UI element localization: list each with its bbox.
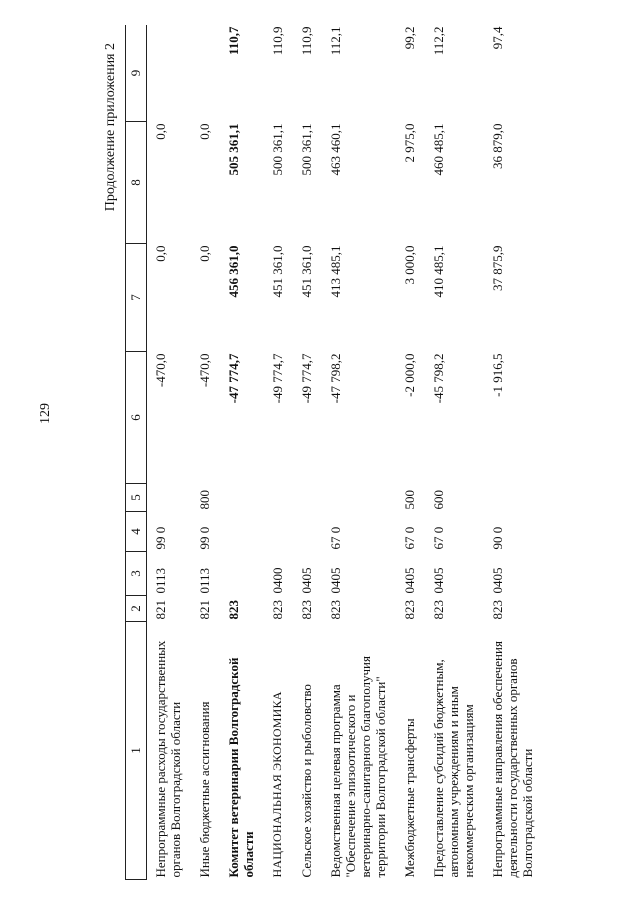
row-change-value: -2 000,0 <box>402 353 417 397</box>
row-target-code: 67 0 <box>402 526 417 550</box>
header-col-4: 4 <box>126 512 147 552</box>
header-col-5: 5 <box>126 484 147 512</box>
row-name: Ведомственная целевая программа "Обеспечение эпизоотического и ветеринарно-санитарного благополучия территории Волгоградской области" <box>328 656 388 878</box>
row-expense-type <box>484 484 543 512</box>
row-name: НАЦИОНАЛЬНАЯ ЭКОНОМИКА <box>270 691 284 878</box>
table-row <box>220 25 264 880</box>
row-section-code: 0113 <box>197 567 212 594</box>
row-percent-value: 110,7 <box>226 26 241 56</box>
table-row <box>264 25 293 880</box>
row-name: Иные бюджетные ассигнования <box>197 701 212 878</box>
row-approved-value: 456 361,0 <box>226 245 241 298</box>
header-col-9: 9 <box>126 25 147 122</box>
row-expense-type <box>147 484 192 512</box>
row-expense-type <box>322 484 396 512</box>
row-ministry-code: 821 <box>197 600 212 620</box>
row-percent-value: 97,4 <box>490 26 505 50</box>
row-target-code: 99 0 <box>153 526 168 550</box>
row-executed-value: 2 975,0 <box>402 123 417 163</box>
row-ministry-code: 823 <box>226 600 241 620</box>
row-percent-value: 110,9 <box>270 26 285 56</box>
header-row <box>126 25 147 880</box>
row-section-code: 0405 <box>402 567 417 594</box>
row-name: Сельское хозяйство и рыболовство <box>299 684 314 878</box>
row-executed-value: 460 485,1 <box>431 123 446 176</box>
row-target-code: 90 0 <box>490 526 505 550</box>
row-ministry-code: 823 <box>270 600 285 620</box>
rotated-sheet <box>95 25 605 880</box>
header-col-1: 1 <box>126 622 147 880</box>
row-executed-value: 500 361,1 <box>299 123 314 176</box>
row-executed-value: 0,0 <box>197 123 212 140</box>
row-target-code: 67 0 <box>328 526 343 550</box>
row-executed-value: 463 460,1 <box>328 123 343 176</box>
row-target-code: 99 0 <box>197 526 212 550</box>
row-expense-type <box>264 484 293 512</box>
header-col-3: 3 <box>126 552 147 596</box>
row-section-code <box>220 552 264 596</box>
table-row <box>191 25 220 880</box>
row-approved-value: 413 485,1 <box>328 245 343 298</box>
row-executed-value: 505 361,1 <box>226 123 241 176</box>
row-section-code: 0405 <box>431 567 446 594</box>
row-expense-type: 600 <box>431 490 446 510</box>
row-name: Непрограммные расходы государственных органов Волгоградской области <box>153 640 183 878</box>
table-row <box>147 25 192 880</box>
row-ministry-code: 823 <box>402 600 417 620</box>
table-row <box>322 25 396 880</box>
row-change-value: -45 798,2 <box>431 353 446 404</box>
row-section-code: 0405 <box>490 567 505 594</box>
row-change-value: -47 798,2 <box>328 353 343 404</box>
row-ministry-code: 823 <box>328 600 343 620</box>
row-target-code <box>264 512 293 552</box>
row-section-code: 0405 <box>328 567 343 594</box>
row-section-code: 0113 <box>153 567 168 594</box>
row-approved-value: 0,0 <box>153 245 168 262</box>
row-target-code: 67 0 <box>431 526 446 550</box>
row-percent-value: 99,2 <box>402 26 417 50</box>
row-percent-value: 112,2 <box>431 26 446 56</box>
row-expense-type: 800 <box>197 490 212 510</box>
row-percent-value: 110,9 <box>299 26 314 56</box>
row-ministry-code: 823 <box>431 600 446 620</box>
row-name: Межбюджетные трансферты <box>402 718 417 878</box>
table-row <box>425 25 484 880</box>
row-change-value: -470,0 <box>197 353 212 388</box>
row-executed-value: 0,0 <box>153 123 168 140</box>
row-change-value: -47 774,7 <box>226 353 241 404</box>
header-col-8: 8 <box>126 122 147 244</box>
row-approved-value: 410 485,1 <box>431 245 446 298</box>
row-approved-value: 451 361,0 <box>299 245 314 298</box>
row-percent-value: 112,1 <box>328 26 343 56</box>
budget-table <box>125 25 543 880</box>
table-row <box>293 25 322 880</box>
row-ministry-code: 823 <box>299 600 314 620</box>
table-body <box>147 25 544 880</box>
row-approved-value: 451 361,0 <box>270 245 285 298</box>
row-section-code: 0405 <box>299 567 314 594</box>
page-number: 129 <box>38 403 53 424</box>
row-name: Предоставление субсидий бюджетным, автономным учреждениям и иным некоммерческим организациям <box>431 659 476 878</box>
table-row <box>484 25 543 880</box>
header-col-6: 6 <box>126 352 147 484</box>
row-percent-value <box>191 25 220 122</box>
row-change-value: -470,0 <box>153 353 168 388</box>
row-ministry-code: 823 <box>490 600 505 620</box>
header-col-2: 2 <box>126 596 147 622</box>
row-expense-type <box>220 484 264 512</box>
row-name: Комитет ветеринарии Волгоградской области <box>226 657 256 878</box>
row-approved-value: 3 000,0 <box>402 245 417 285</box>
row-executed-value: 36 879,0 <box>490 123 505 169</box>
row-change-value: -1 916,5 <box>490 353 505 397</box>
row-target-code <box>220 512 264 552</box>
row-change-value: -49 774,7 <box>299 353 314 404</box>
row-change-value: -49 774,7 <box>270 353 285 404</box>
row-approved-value: 0,0 <box>197 245 212 262</box>
table-row <box>396 25 425 880</box>
row-executed-value: 500 361,1 <box>270 123 285 176</box>
row-section-code: 0400 <box>270 567 285 594</box>
row-expense-type <box>293 484 322 512</box>
row-name: Непрограммные направления обеспечения деятельности государственных органов Волгоградской области <box>490 641 535 878</box>
header-col-7: 7 <box>126 244 147 352</box>
continuation-caption: Продолжение приложения 2 <box>103 43 118 212</box>
row-percent-value <box>147 25 192 122</box>
landscape-content <box>95 25 605 880</box>
row-approved-value: 37 875,9 <box>490 245 505 291</box>
row-target-code <box>293 512 322 552</box>
row-ministry-code: 821 <box>153 600 168 620</box>
row-expense-type: 500 <box>402 490 417 510</box>
